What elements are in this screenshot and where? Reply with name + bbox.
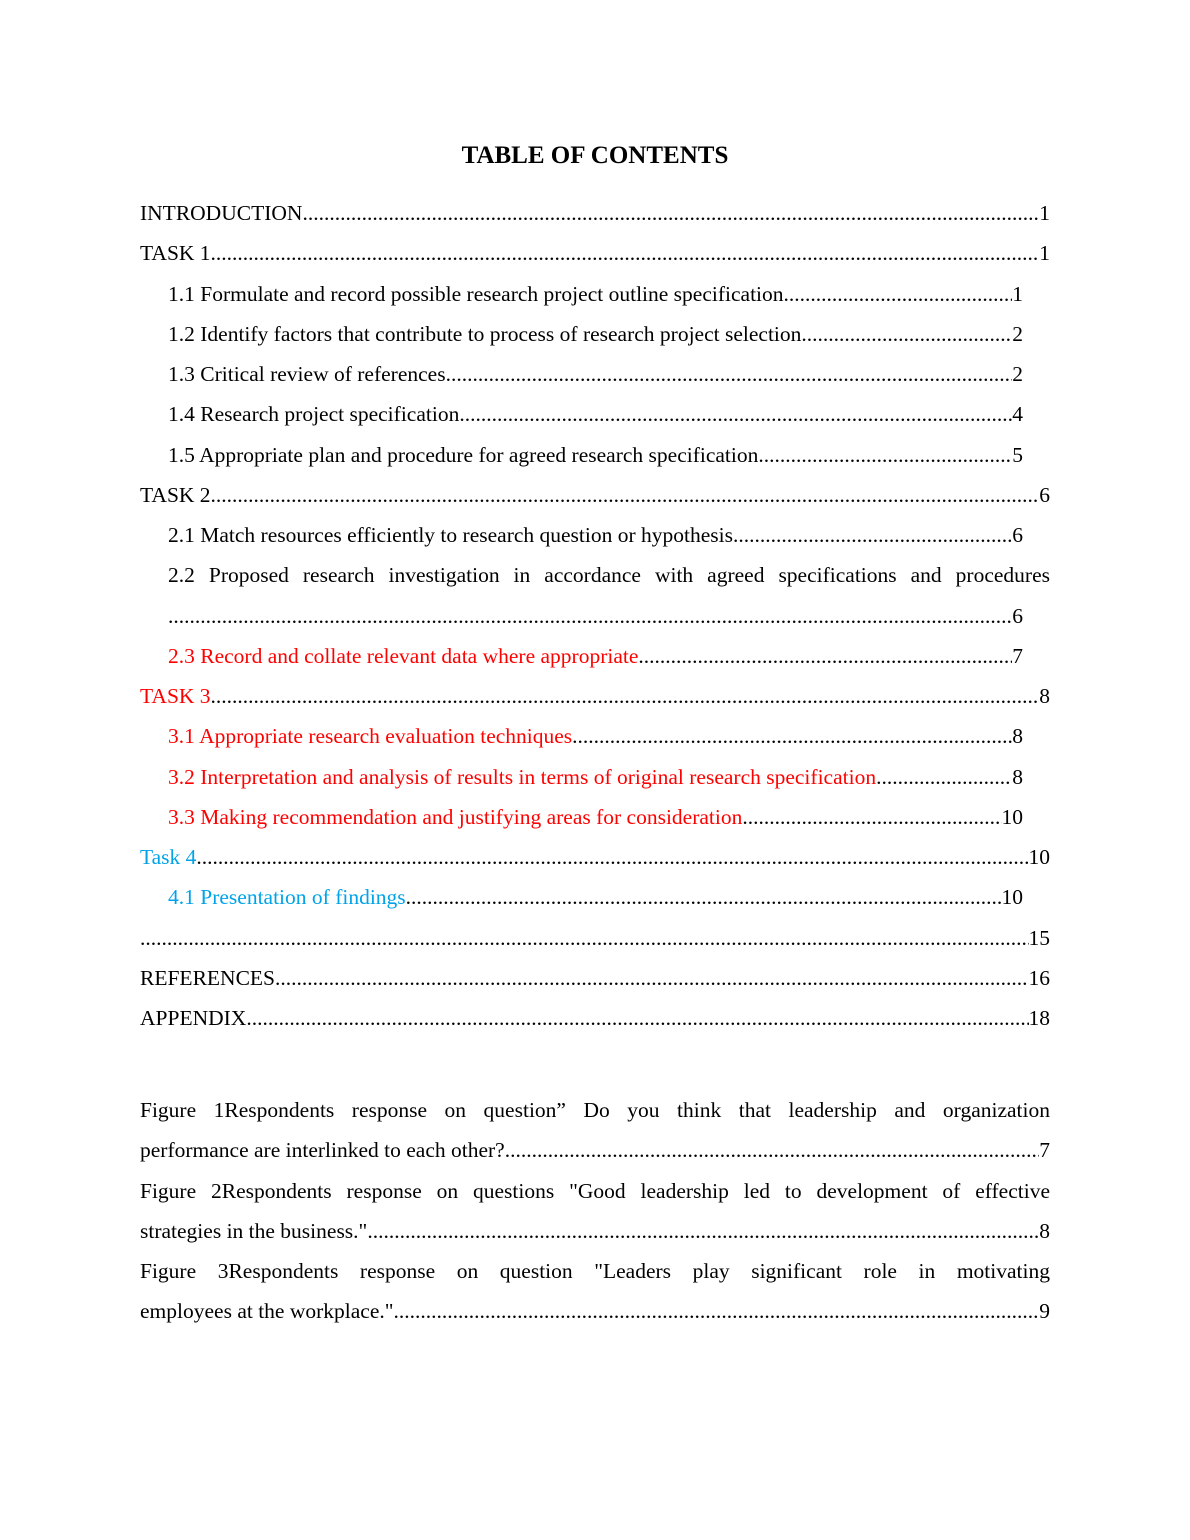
- dot-leader: [459, 399, 1012, 429]
- toc-page-number: 8: [1012, 765, 1023, 789]
- toc-page-number: 8: [1039, 684, 1050, 708]
- toc-label: 2.1 Match resources efficiently to research question or hypothesis: [168, 523, 734, 547]
- figure-caption: employees at the workplace.": [140, 1299, 394, 1323]
- figure-caption: performance are interlinked to each other?: [140, 1138, 505, 1162]
- figure-page-number: 7: [1039, 1138, 1050, 1162]
- toc-page-number: 4: [1012, 402, 1023, 426]
- toc-label: APPENDIX: [140, 1006, 247, 1030]
- dot-leader: [572, 721, 1012, 751]
- dot-leader: [784, 279, 1013, 309]
- toc-label: 3.1 Appropriate research evaluation techniques: [168, 724, 573, 748]
- toc-page-number: 10: [1028, 845, 1050, 869]
- toc-entry-2-2-label[interactable]: 2.2 Proposed research investigation in accordance with agreed specifications and procedures: [168, 563, 1050, 587]
- toc-page-number: 2: [1012, 362, 1023, 386]
- toc-label: 1.3 Critical review of references: [168, 362, 446, 386]
- dot-leader: [302, 198, 1039, 228]
- toc-entry-1-5[interactable]: [168, 440, 1023, 470]
- toc-page-number: 10: [1001, 805, 1023, 829]
- toc-entry-4-1[interactable]: [168, 882, 1023, 912]
- toc-page-number: 2: [1012, 322, 1023, 346]
- dot-leader: [211, 480, 1040, 510]
- dot-leader: [446, 359, 1013, 389]
- toc-entry-2-1[interactable]: [168, 520, 1023, 550]
- toc-entry-2-2-leader-line[interactable]: [168, 601, 1023, 631]
- toc-entry-3-3[interactable]: [168, 802, 1023, 832]
- dot-leader: [211, 681, 1040, 711]
- figure-entry-3-line1[interactable]: Figure 3Respondents response on question "Leaders play significant role in motivating: [140, 1259, 1050, 1283]
- toc-label: TASK 3: [140, 684, 211, 708]
- toc-entry-1-2[interactable]: [168, 319, 1023, 349]
- toc-label: 2.3 Record and collate relevant data where appropriate: [168, 644, 639, 668]
- toc-entry-task3[interactable]: [140, 681, 1050, 711]
- toc-label: 1.5 Appropriate plan and procedure for agreed research specification: [168, 443, 759, 467]
- toc-page-number: 5: [1012, 443, 1023, 467]
- dot-leader: [394, 1296, 1040, 1326]
- dot-leader: [246, 1003, 1028, 1033]
- dot-leader: [638, 641, 1012, 671]
- toc-page-number: 10: [1001, 885, 1023, 909]
- figure-page-number: 9: [1039, 1299, 1050, 1323]
- toc-label: TASK 1: [140, 241, 211, 265]
- dot-leader: [211, 238, 1040, 268]
- toc-page-number: 6: [1012, 523, 1023, 547]
- toc-entry-1-4[interactable]: [168, 399, 1023, 429]
- figure-entry-2-line2[interactable]: [140, 1216, 1050, 1246]
- toc-page-number: 8: [1012, 724, 1023, 748]
- toc-entry-appendix[interactable]: [140, 1003, 1050, 1033]
- toc-label: REFERENCES: [140, 966, 275, 990]
- figure-page-number: 8: [1039, 1219, 1050, 1243]
- figure-entry-3-line2[interactable]: [140, 1296, 1050, 1326]
- dot-leader: [876, 762, 1012, 792]
- figure-caption: strategies in the business.": [140, 1219, 368, 1243]
- toc-entry-untitled[interactable]: [140, 923, 1050, 953]
- toc-label: Task 4: [140, 845, 197, 869]
- toc-entry-2-3[interactable]: [168, 641, 1023, 671]
- toc-page-number: 7: [1012, 644, 1023, 668]
- toc-label: 4.1 Presentation of findings: [168, 885, 406, 909]
- toc-entry-introduction[interactable]: [140, 198, 1050, 228]
- dot-leader: [168, 601, 1012, 631]
- toc-page-number: 1: [1039, 241, 1050, 265]
- toc-page-number: 6: [1012, 604, 1023, 628]
- toc-entry-task4[interactable]: [140, 842, 1050, 872]
- dot-leader: [140, 923, 1029, 953]
- toc-entry-3-2[interactable]: [168, 762, 1023, 792]
- toc-page-number: 15: [1028, 926, 1050, 950]
- page-title: TABLE OF CONTENTS: [461, 142, 729, 169]
- dot-leader: [275, 963, 1029, 993]
- toc-label: 1.2 Identify factors that contribute to process of research project selection: [168, 322, 802, 346]
- dot-leader: [505, 1135, 1040, 1165]
- dot-leader: [196, 842, 1028, 872]
- toc-label: 3.3 Making recommendation and justifying areas for consideration: [168, 805, 743, 829]
- toc-page-number: 18: [1028, 1006, 1050, 1030]
- toc-label: TASK 2: [140, 483, 211, 507]
- figure-entry-1-line1[interactable]: Figure 1Respondents response on question” Do you think that leadership and organization: [140, 1098, 1050, 1122]
- toc-entry-3-1[interactable]: [168, 721, 1023, 751]
- toc-page-number: 16: [1028, 966, 1050, 990]
- dot-leader: [801, 319, 1012, 349]
- toc-page-number: 1: [1039, 201, 1050, 225]
- dot-leader: [406, 882, 1002, 912]
- toc-label: 3.2 Interpretation and analysis of results in terms of original research specification: [168, 765, 877, 789]
- toc-label: 1.4 Research project specification: [168, 402, 460, 426]
- dot-leader: [758, 440, 1012, 470]
- toc-label: 1.1 Formulate and record possible research project outline specification: [168, 282, 784, 306]
- toc-entry-task1[interactable]: [140, 238, 1050, 268]
- toc-page-number: 1: [1012, 282, 1023, 306]
- toc-entry-task2[interactable]: [140, 480, 1050, 510]
- toc-label: INTRODUCTION: [140, 201, 303, 225]
- figure-entry-1-line2[interactable]: [140, 1135, 1050, 1165]
- dot-leader: [742, 802, 1001, 832]
- toc-entry-1-1[interactable]: [168, 279, 1023, 309]
- toc-entry-1-3[interactable]: [168, 359, 1023, 389]
- figure-entry-2-line1[interactable]: Figure 2Respondents response on questions "Good leadership led to development of effective: [140, 1179, 1050, 1203]
- toc-page-number: 6: [1039, 483, 1050, 507]
- toc-entry-references[interactable]: [140, 963, 1050, 993]
- dot-leader: [367, 1216, 1039, 1246]
- dot-leader: [733, 520, 1012, 550]
